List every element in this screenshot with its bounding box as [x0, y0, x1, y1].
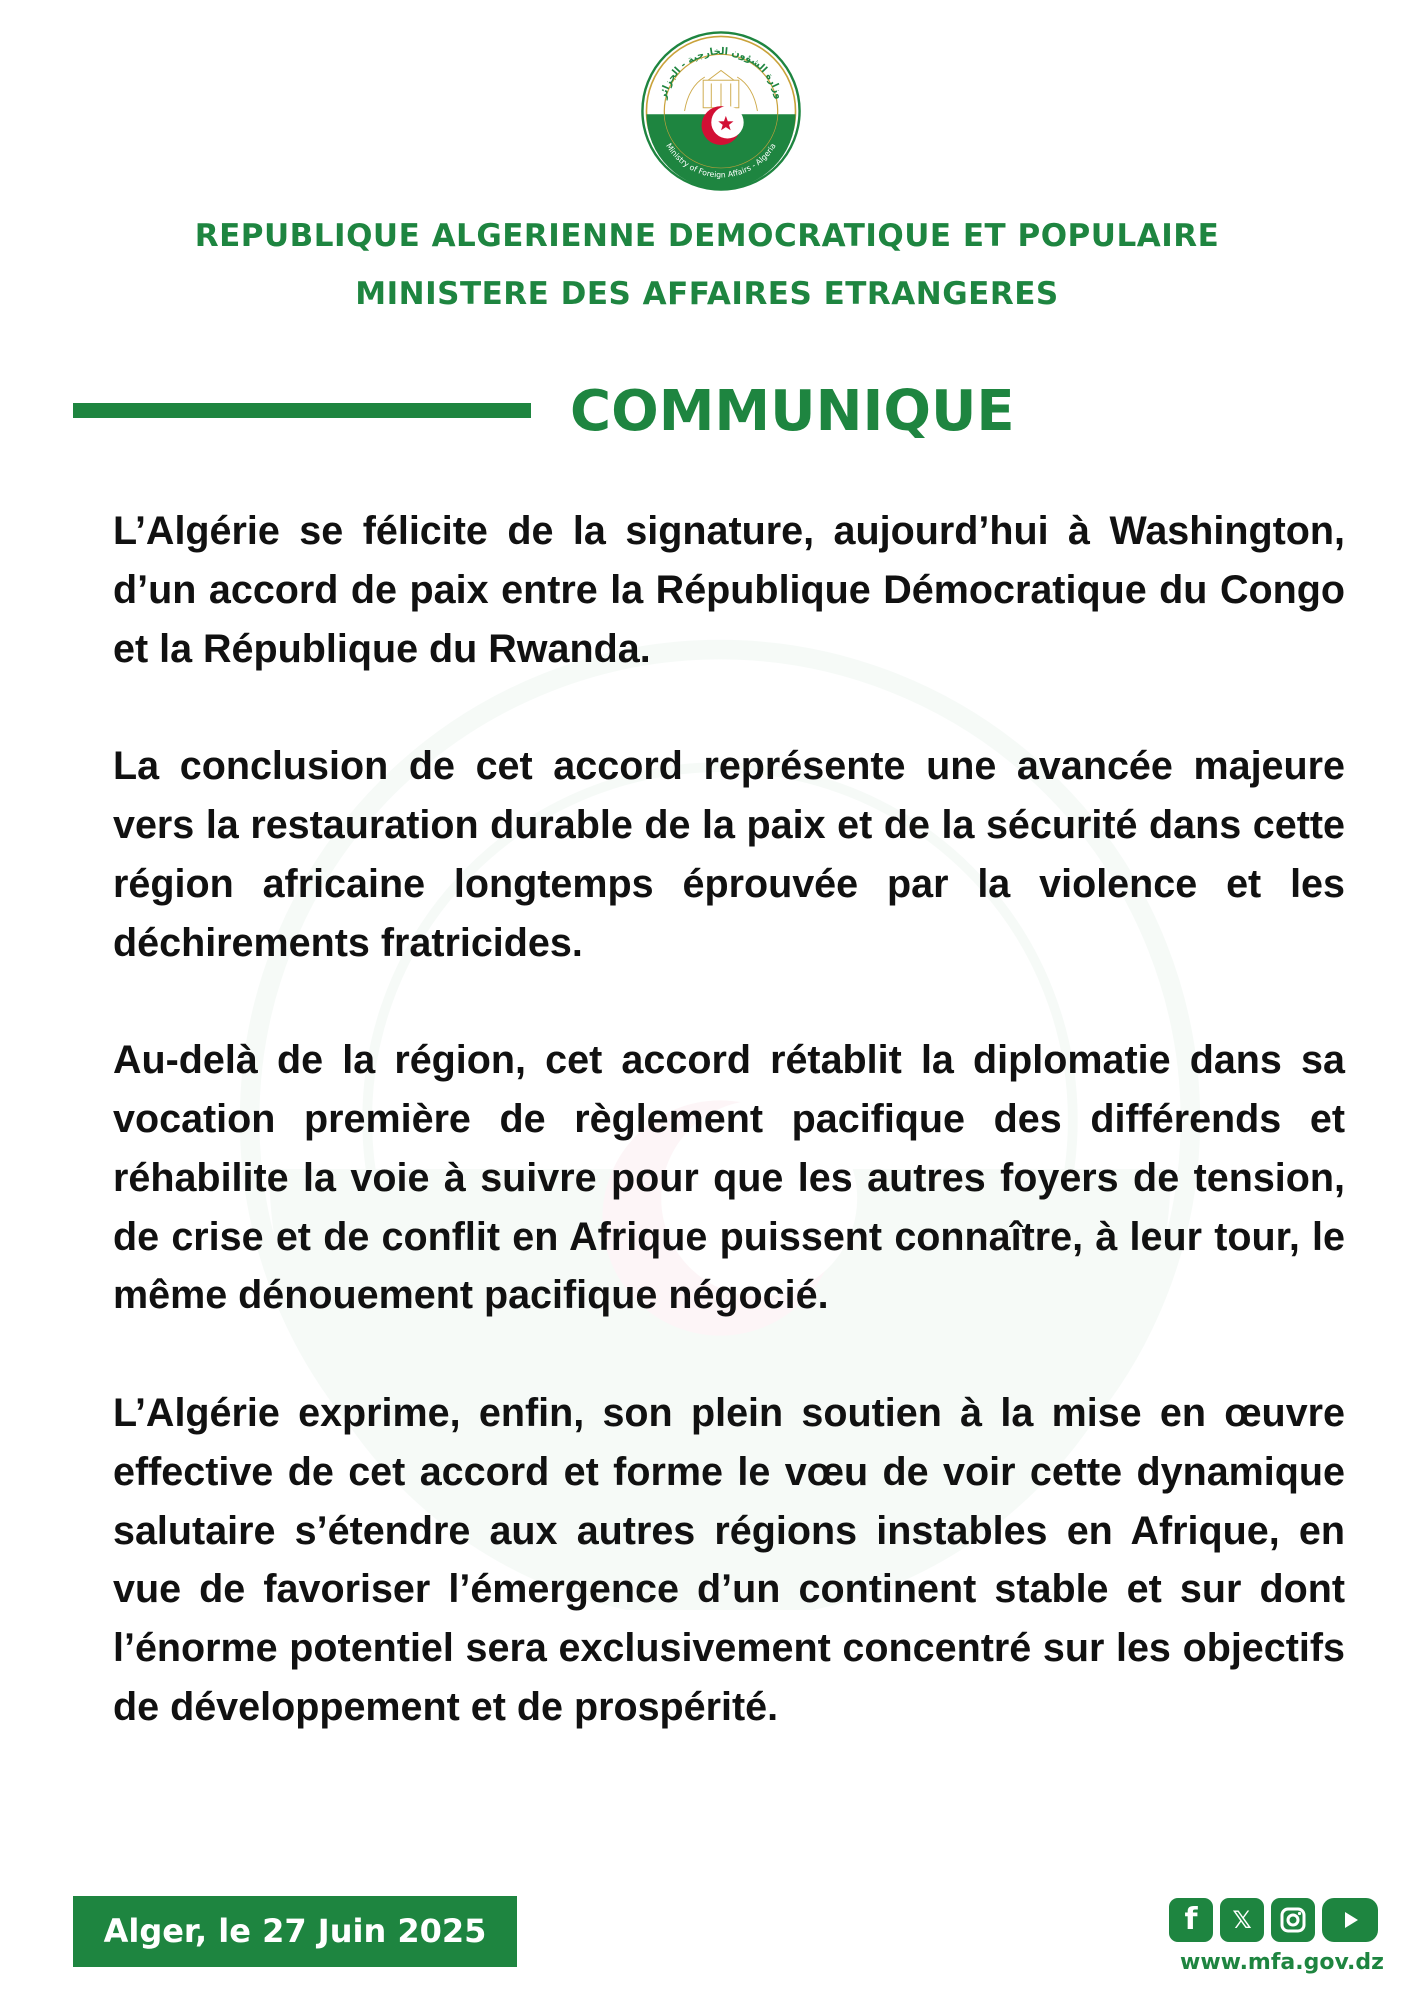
- ministry-name-heading: MINISTERE DES AFFAIRES ETRANGERES: [355, 276, 1059, 312]
- x-glyph: 𝕏: [1232, 1906, 1252, 1934]
- republic-name-heading: REPUBLIQUE ALGERIENNE DEMOCRATIQUE ET POPULAIRE: [194, 218, 1220, 254]
- facebook-glyph: f: [1184, 1902, 1198, 1937]
- paragraph-2: La conclusion de cet accord représente une avancée majeure vers la restauration durable de la paix et de la sécurité dans cette région africaine longtemps éprouvée par la violence et les déchirements fratricides.: [113, 744, 1345, 965]
- facebook-icon[interactable]: [1169, 1898, 1213, 1942]
- page-title: COMMUNIQUE: [570, 379, 1015, 444]
- youtube-icon[interactable]: [1322, 1898, 1378, 1942]
- instagram-icon[interactable]: [1271, 1898, 1315, 1942]
- seal-arabic-text: وزارة الشؤون الخارجية - الجزائر: [657, 46, 785, 101]
- ministry-seal-logo-icon: [640, 30, 802, 192]
- date-badge: Alger, le 27 Juin 2025: [73, 1896, 517, 1967]
- website-link[interactable]: www.mfa.gov.dz: [1180, 1950, 1384, 1975]
- x-icon[interactable]: [1220, 1898, 1264, 1942]
- paragraph-3: Au-delà de la région, cet accord rétablit la diplomatie dans sa vocation première de règlement pacifique des différends et réhabilite la voie à suivre pour que les autres foyers de tension, de crise et de conflit en Afrique puissent connaître, à leur tour, le même dénouement pacifique négocié.: [113, 1038, 1345, 1318]
- instagram-glyph-icon: [1279, 1906, 1307, 1934]
- paragraph-4: L’Algérie exprime, enfin, son plein soutien à la mise en œuvre effective de cet accord et forme le vœu de voir cette dynamique salutaire s’étendre aux autres régions instables en Afrique, en vue de favoriser l’émergence d’un continent stable et sur dont l’énorme potentiel sera exclusivement concentré sur les objectifs de développement et de prospérité.: [113, 1390, 1345, 1729]
- communique-body: [113, 502, 1345, 1796]
- paragraph-1: L’Algérie se félicite de la signature, aujourd’hui à Washington, d’un accord de paix entre la République Démocratique du Congo et la République du Rwanda.: [113, 509, 1345, 671]
- youtube-play-icon: [1337, 1907, 1363, 1933]
- social-links: [1169, 1898, 1378, 1942]
- title-divider-bar: [73, 403, 531, 418]
- seal-english-text: Ministry of Foreign Affairs - Algeria: [664, 141, 778, 180]
